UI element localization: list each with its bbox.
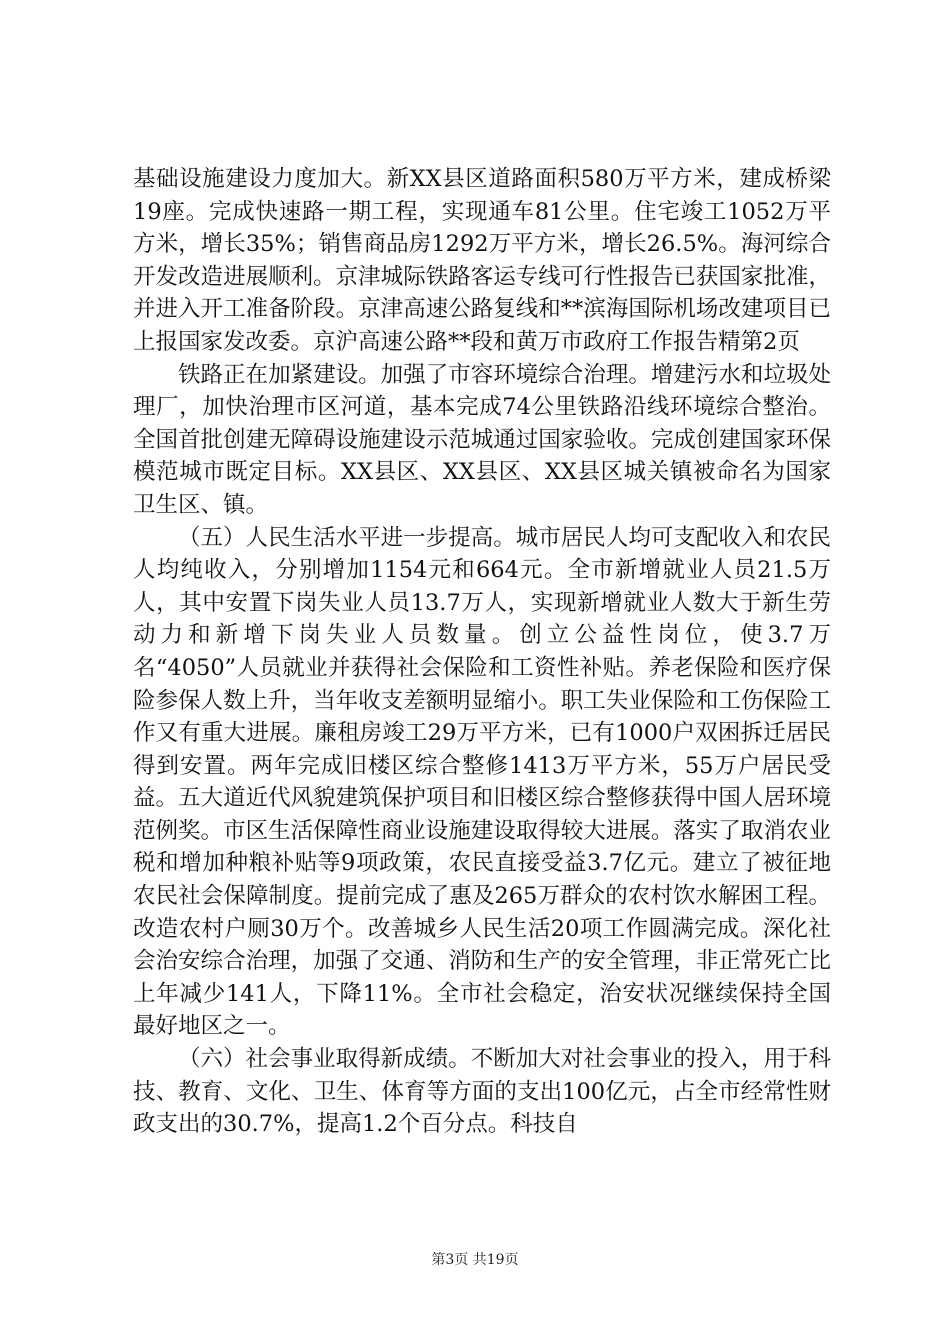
page-footer: 第3页 共19页 — [431, 1252, 519, 1268]
paragraph-3: （五）人民生活水平进一步提高。城市居民人均可支配收入和农民人均纯收入，分别增加1154元和664元。全市新增就业人员21.5万人，其中安置下岗失业人员13.7万人，实现新增就业人数大于新生劳动力和新增下岗失业人员数量。创立公益性岗位，使3.7万名“4050”人员就业并获得社会保险和工资性补贴。养老保险和医疗保险参保人数上升，当年收支差额明显缩小。职工失业保险和工伤保险工作又有重大进展。廉租房竣工29万平方米，已有1000户双困拆迁居民得到安置。两年完成旧楼区综合整修1413万平方米，55万户居民受益。五大道近代风貌建筑保护项目和旧楼区综合整修获得中国人居环境范例奖。市区生活保障性商业设施建设取得较大进展。落实了取消农业税和增加种粮补贴等9项政策，农民直接受益3.7亿元。建立了被征地农民社会保障制度。提前完成了惠及265万群众的农村饮水解困工程。改造农村户厕30万个。改善城乡人民生活20项工作圆满完成。深化社会治安综合治理，加强了交通、消防和生产的安全管理，非正常死亡比上年减少141人，下降11%。全市社会稳定，治安状况继续保持全国最好地区之一。 — [133, 524, 831, 1040]
paragraph-2: 铁路正在加紧建设。加强了市容环境综合治理。增建污水和垃圾处理厂，加快治理市区河道，基本完成74公里铁路沿线环境综合整治。全国首批创建无障碍设施建设示范城通过国家验收。完成创建国家环保模范城市既定目标。XX县区、XX县区、XX县区城关镇被命名为国家卫生区、镇。 — [133, 361, 831, 518]
document-body — [133, 163, 831, 1141]
paragraph-1: 基础设施建设力度加大。新XX县区道路面积580万平方米，建成桥梁19座。完成快速路一期工程，实现通车81公里。住宅竣工1052万平方米，增长35%；销售商品房1292万平方米，增长26.5%。海河综合开发改造进展顺利。京津城际铁路客运专线可行性报告已获国家批准，并进入开工准备阶段。京津高速公路复线和**滨海国际机场改建项目已上报国家发改委。京沪高速公路**段和黄万市政府工作报告精第2页 — [133, 166, 831, 355]
paragraph-4: （六）社会事业取得新成绩。不断加大对社会事业的投入，用于科技、教育、文化、卫生、体育等方面的支出100亿元，占全市经常性财政支出的30.7%，提高1.2个百分点。科技自 — [133, 1046, 831, 1138]
